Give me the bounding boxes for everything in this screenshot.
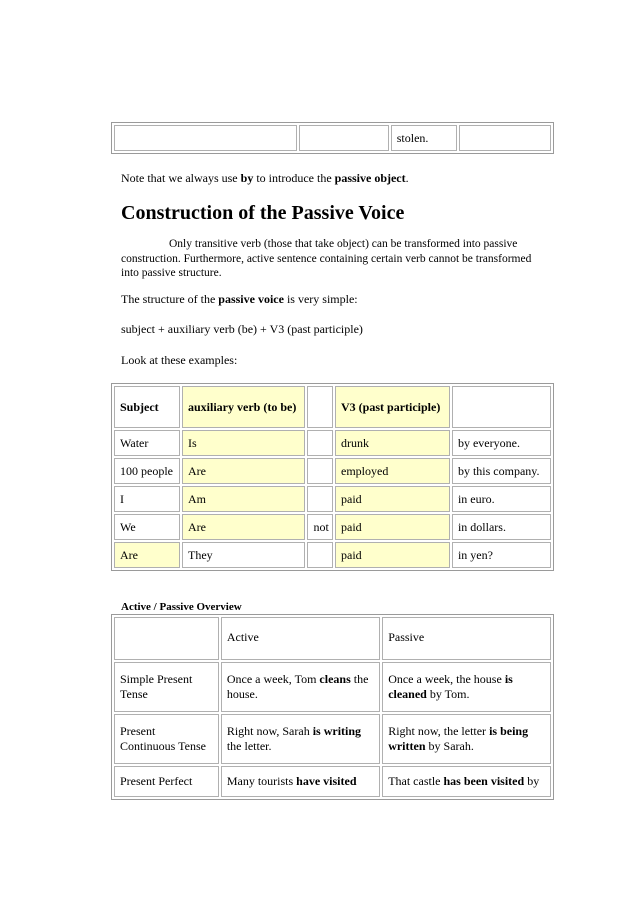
overview-passive: That castle has been visited by: [382, 766, 551, 797]
cell-agent: by this company.: [452, 458, 551, 484]
cell-agent: in euro.: [452, 486, 551, 512]
header-v3: V3 (past participle): [335, 386, 450, 428]
overview-table: [111, 614, 554, 800]
cell-aux: Are: [182, 458, 305, 484]
top-cell-2: [299, 125, 389, 151]
overview-head-active: Active: [221, 617, 380, 660]
intro-paragraph: Only transitive verb (those that take object) can be transformed into passive construction. Furthermore, active sentence containing certain verb cannot be transformed into passive structure.: [121, 238, 532, 279]
header-agent: [452, 386, 551, 428]
overview-title: Active / Passive Overview: [121, 601, 242, 613]
top-cell-4: [459, 125, 551, 151]
table-row: [114, 486, 551, 512]
overview-tense: Present Perfect: [114, 766, 219, 797]
table-row: [114, 662, 551, 712]
examples-table: [111, 383, 554, 571]
cell-v3: paid: [335, 514, 450, 540]
header-aux: auxiliary verb (to be): [182, 386, 305, 428]
overview-header-row: [114, 617, 551, 660]
cell-agent: in yen?: [452, 542, 551, 568]
top-cell-3: stolen.: [391, 125, 458, 151]
cell-v3: employed: [335, 458, 450, 484]
cell-v3: paid: [335, 542, 450, 568]
overview-tense: Present Continuous Tense: [114, 714, 219, 764]
table-row: [114, 542, 551, 568]
top-table: [111, 122, 554, 154]
cell-not: [307, 458, 333, 484]
header-subject: Subject: [114, 386, 180, 428]
table-row: [114, 766, 551, 797]
cell-aux: Am: [182, 486, 305, 512]
cell-v3: drunk: [335, 430, 450, 456]
table-row: [114, 430, 551, 456]
cell-aux: Are: [182, 514, 305, 540]
cell-v3: paid: [335, 486, 450, 512]
overview-head-passive: Passive: [382, 617, 551, 660]
overview-tense: Simple Present Tense: [114, 662, 219, 712]
cell-not: [307, 430, 333, 456]
overview-head-tense: [114, 617, 219, 660]
section-heading: Construction of the Passive Voice: [121, 202, 405, 224]
formula-line: subject + auxiliary verb (be) + V3 (past participle): [121, 322, 363, 336]
table-row: [114, 458, 551, 484]
top-cell-1: [114, 125, 297, 151]
structure-line: The structure of the passive voice is very simple:: [121, 292, 358, 306]
cell-not: not: [307, 514, 333, 540]
cell-agent: in dollars.: [452, 514, 551, 540]
cell-not: [307, 486, 333, 512]
overview-active: Once a week, Tom cleans the house.: [221, 662, 380, 712]
overview-passive: Once a week, the house is cleaned by Tom.: [382, 662, 551, 712]
look-line: Look at these examples:: [121, 353, 238, 367]
note-line: Note that we always use by to introduce the passive object.: [121, 171, 409, 185]
overview-active: Right now, Sarah is writing the letter.: [221, 714, 380, 764]
table-row: [114, 714, 551, 764]
cell-aux: They: [182, 542, 305, 568]
cell-subject: We: [114, 514, 180, 540]
cell-not: [307, 542, 333, 568]
cell-subject: Water: [114, 430, 180, 456]
table-row: [114, 514, 551, 540]
cell-subject: I: [114, 486, 180, 512]
cell-subject: 100 people: [114, 458, 180, 484]
header-not: [307, 386, 333, 428]
overview-active: Many tourists have visited: [221, 766, 380, 797]
cell-agent: by everyone.: [452, 430, 551, 456]
examples-header-row: [114, 386, 551, 428]
overview-passive: Right now, the letter is being written by Sarah.: [382, 714, 551, 764]
cell-aux: Is: [182, 430, 305, 456]
cell-subject: Are: [114, 542, 180, 568]
